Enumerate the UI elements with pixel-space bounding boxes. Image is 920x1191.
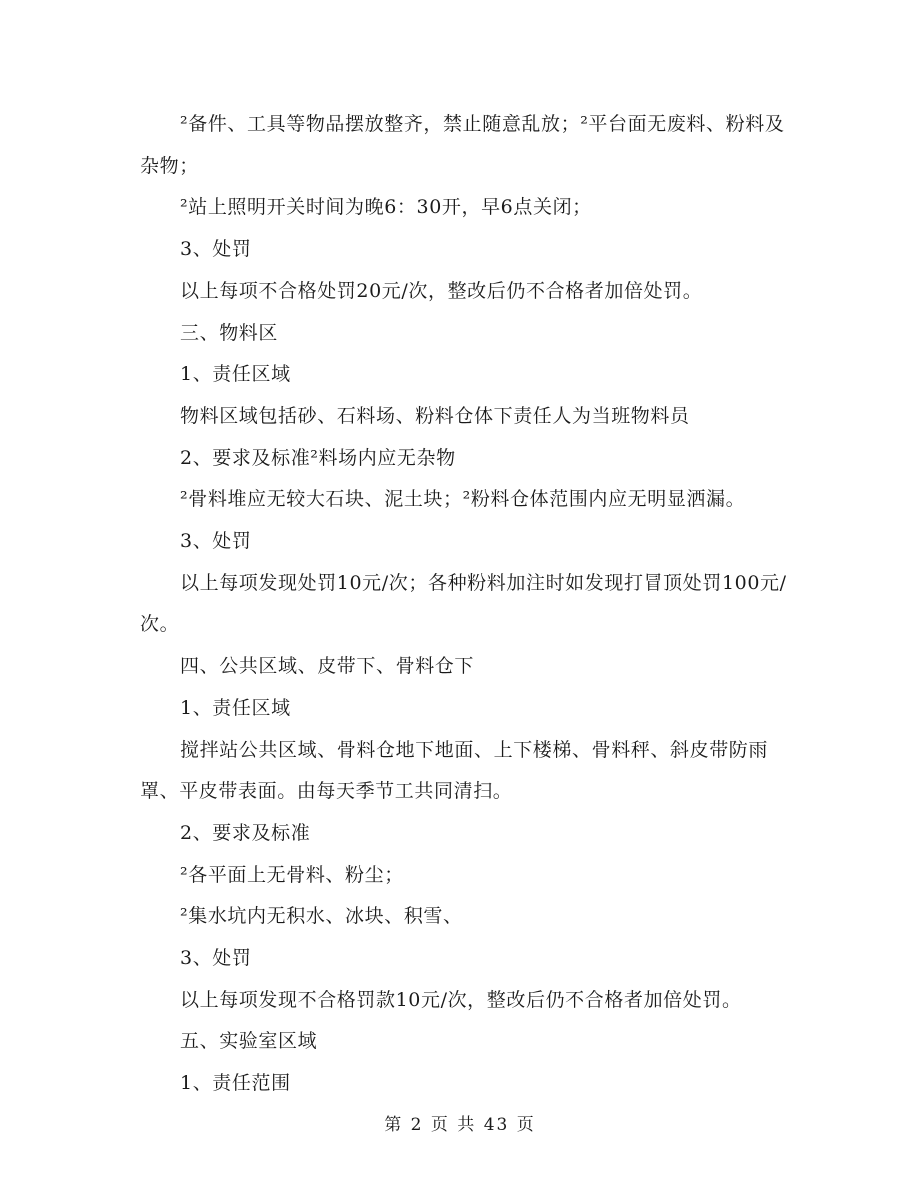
document-body	[140, 104, 800, 1105]
page-number-footer: 第 2 页 共 43 页	[384, 1115, 536, 1135]
paragraph: ²站上照明开关时间为晚6：30开，早6点关闭；	[180, 196, 592, 219]
paragraph: 2、要求及标准²料场内应无杂物	[180, 446, 456, 469]
paragraph: 以上每项发现处罚10元/次；各种粉料加注时如发现打冒顶处罚100元/次。	[140, 571, 787, 636]
section-heading: 五、实验室区域	[180, 1030, 318, 1053]
section-heading: 1、责任区域	[180, 363, 291, 386]
paragraph: 以上每项不合格处罚20元/次，整改后仍不合格者加倍处罚。	[180, 279, 703, 302]
section-heading: 3、处罚	[180, 530, 252, 553]
paragraph: ²备件、工具等物品摆放整齐，禁止随意乱放；²平台面无废料、粉料及杂物；	[140, 113, 785, 177]
section-heading: 四、公共区域、皮带下、骨料仓下	[180, 655, 475, 678]
paragraph: 以上每项发现不合格罚款10元/次，整改后仍不合格者加倍处罚。	[180, 988, 742, 1011]
paragraph: ²各平面上无骨料、粉尘；	[180, 863, 404, 886]
section-heading: 1、责任范围	[180, 1072, 291, 1095]
paragraph: ²集水坑内无积水、冰块、积雪、	[180, 905, 463, 928]
paragraph: ²骨料堆应无较大石块、泥土块；²粉料仓体范围内应无明显洒漏。	[180, 488, 746, 511]
paragraph: 搅拌站公共区域、骨料仓地下地面、上下楼梯、骨料秤、斜皮带防雨罩、平皮带表面。由每天季节工共同清扫。	[140, 738, 769, 803]
paragraph: 物料区域包括砂、石料场、粉料仓体下责任人为当班物料员	[180, 404, 690, 427]
section-heading: 3、处罚	[180, 238, 252, 261]
section-heading: 1、责任区域	[180, 696, 291, 719]
section-heading: 三、物料区	[180, 321, 279, 344]
section-heading: 2、要求及标准	[180, 821, 311, 844]
section-heading: 3、处罚	[180, 947, 252, 970]
